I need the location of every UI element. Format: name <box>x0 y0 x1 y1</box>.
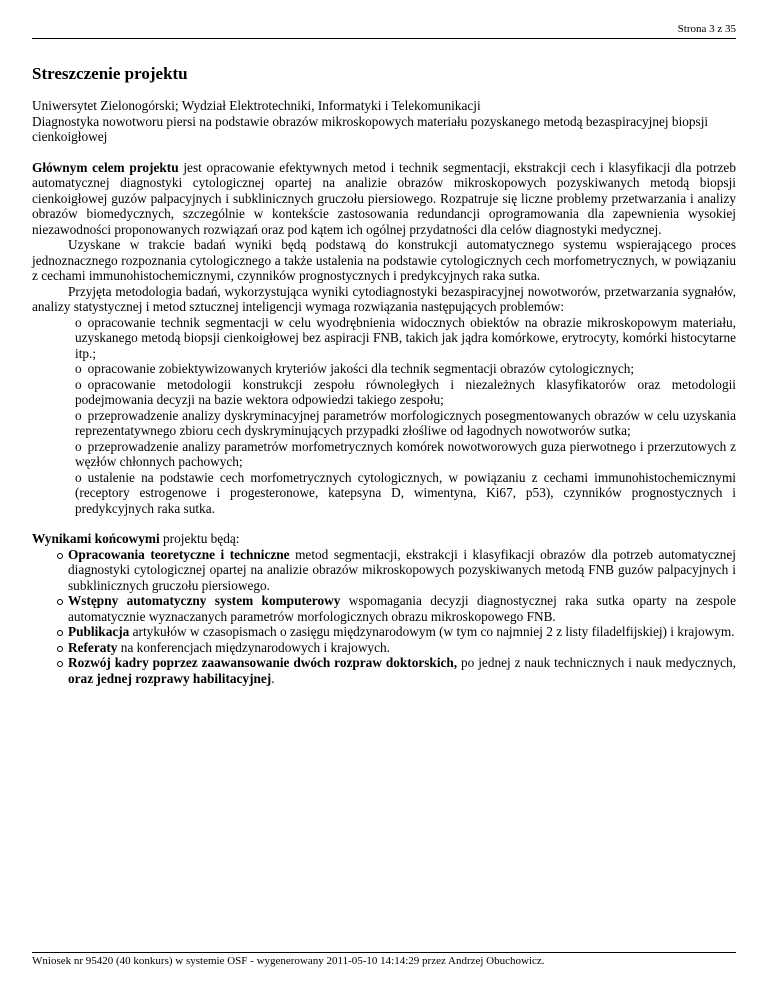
bullet-icon <box>57 630 63 636</box>
paragraph-3: Przyjęta metodologia badań, wykorzystująca wyniki cytodiagnostyki bezaspiracyjnej nowotworów, przetwarzania sygnałów, analizy statystycznej i metod sztucznej inteligencji wymaga rozwiązania następujących problemów: <box>32 283 736 314</box>
circle-marker: o <box>75 361 82 376</box>
goal-paragraph <box>32 160 736 238</box>
list-item <box>75 439 736 470</box>
list-item <box>75 315 736 362</box>
footer-text: Wniosek nr 95420 (40 konkurs) w systemie OSF - wygenerowany 2011-05-10 14:14:29 przez Andrzej Obuchowicz. <box>32 955 545 967</box>
results-section <box>32 531 736 686</box>
result-text-2: . <box>271 670 275 686</box>
list-item <box>75 470 736 517</box>
list-item <box>75 377 736 408</box>
list-item <box>68 593 736 624</box>
result-text: metod segmentacji, ekstrakcji i klasyfikacji obrazów dla potrzeb automatycznej diagnostyki cytologicznej opartej na analizie obrazów mikroskopowych pozyskiwanych metodą FNB guzów palpacyjnych i subklinicznych gruczołu piersiowego. <box>68 546 737 593</box>
circle-marker: o <box>75 469 82 485</box>
bullet-icon <box>57 599 63 605</box>
list-item <box>68 547 736 594</box>
results-heading <box>32 531 736 547</box>
goal-text: jest opracowanie efektywnych metod i technik segmentacji, ekstrakcji cech i klasyfikacji dla potrzeb automatycznej diagnostyki cytologicznej opartej na analizie obrazów mikroskopowych pozyskiwanych metodą biopsji cienkoigłowej guzów palpacyjnych i subklinicznych gruczołu piersiowego. Rozpatruje się liczne problemy przetwarzania i analizy obrazów biomedycznych, szczególnie w kontekście zastosowania redundancji oprogramowania dla zapewnienia wysokiej niezawodności proponowanych rozwiązań oraz pod kątem ich ogólnej przydatności dla celów diagnostyki medycznej. <box>32 159 736 237</box>
list-item <box>68 655 736 686</box>
result-bold: Rozwój kadry poprzez zaawansowanie dwóch rozpraw doktorskich, <box>68 655 458 670</box>
result-text: na konferencjach międzynarodowych i krajowych. <box>117 639 390 655</box>
list-item-text: opracowanie zobiektywizowanych kryteriów jakości dla technik segmentacji obrazów cytologicznych; <box>87 361 635 376</box>
intro-block <box>32 98 736 145</box>
result-bold-2: oraz jednej rozprawy habilitacyjnej <box>68 670 272 686</box>
goal-section <box>32 160 736 517</box>
goal-bold-lead: Głównym celem projektu <box>32 159 179 175</box>
list-item-text: przeprowadzenie analizy parametrów morfometrycznych komórek nowotworowych guza pierwotnego i przerzutowych z węzłów chłonnych pachowych; <box>75 438 736 469</box>
circle-marker: o <box>75 376 82 392</box>
circle-marker: o <box>75 438 82 454</box>
list-item <box>75 408 736 439</box>
page-number: Strona 3 z 35 <box>677 23 736 35</box>
results-heading-bold: Wynikami końcowymi <box>32 531 160 546</box>
university-line: Uniwersytet Zielonogórski; Wydział Elektrotechniki, Informatyki i Telekomunikacji <box>32 98 481 113</box>
header-rule <box>32 38 736 39</box>
result-text: artykułów w czasopismach o zasięgu międzynarodowym (w tym co najmniej 2 z listy filadelfijskiej) i krajowym. <box>129 624 735 639</box>
result-bold: Publikacja <box>68 624 130 639</box>
problems-list <box>32 315 736 517</box>
page-title: Streszczenie projektu <box>32 64 188 83</box>
list-item <box>68 640 736 656</box>
list-item-text: opracowanie technik segmentacji w celu wyodrębnienia widocznych obiektów na obrazie mikroskopowym materiału, uzyskanego metodą biopsji cienkoigłowej bez aspiracji FNB, takich jak jądra komórkowe, erytrocyty, komórki histocytarne itp.; <box>75 314 736 361</box>
circle-marker: o <box>75 407 82 423</box>
result-bold: Opracowania teoretyczne i techniczne <box>68 546 290 562</box>
list-item-text: przeprowadzenie analizy dyskryminacyjnej parametrów morfologicznych posegmentowanych obrazów w celu uzyskania reprezentatywnego zbioru cech dyskryminujących przypadki złośliwe od łagodnych nowotworów sutka; <box>75 407 736 438</box>
list-item <box>68 624 736 640</box>
bullet-icon <box>57 661 63 667</box>
project-title-line: Diagnostyka nowotworu piersi na podstawie obrazów mikroskopowych materiału pozyskanego metodą bezaspiracyjnej biopsji cienkoigłowej <box>32 113 709 144</box>
list-item <box>75 361 736 377</box>
result-text: po jednej z nauk technicznych i nauk medycznych, <box>457 655 737 670</box>
list-item-text: ustalenie na podstawie cech morfometrycznych cytologicznych, w powiązaniu z cechami immunohistochemicznymi (receptory estrogenowe i progesteronowe, katepsyna D, wimentyna, Ki67, p53), czynników prognostycznych i predykcyjnych raka sutka. <box>75 469 736 516</box>
results-heading-text: projektu będą: <box>159 531 240 546</box>
results-list <box>32 547 736 687</box>
result-bold: Referaty <box>68 639 118 655</box>
document-body <box>32 98 736 701</box>
circle-marker: o <box>75 314 82 330</box>
bullet-icon <box>57 646 63 652</box>
footer-rule <box>32 952 736 953</box>
result-bold: Wstępny automatyczny system komputerowy <box>68 593 341 608</box>
bullet-icon <box>57 553 63 559</box>
result-text: wspomagania decyzji diagnostycznej raka sutka oparty na zespole automatycznie wyznaczanych parametrów morfologicznych obrazu mikroskopowego FNB. <box>68 593 736 624</box>
paragraph-2: Uzyskane w trakcie badań wyniki będą podstawą do konstrukcji automatycznego systemu wspierającego proces jednoznacznego rozpoznania cytologicznego a także ustalenia na podstawie cytologicznych cech morfometrycznych, w powiązaniu z cechami immunohistochemicznymi, czynników prognostycznych i predykcyjnych raka sutka. <box>32 237 736 283</box>
list-item-text: opracowanie metodologii konstrukcji zespołu równoległych i niezależnych klasyfikatorów oraz metodologii podejmowania decyzji na bazie wektora odpowiedzi takiego zespołu; <box>75 376 736 407</box>
